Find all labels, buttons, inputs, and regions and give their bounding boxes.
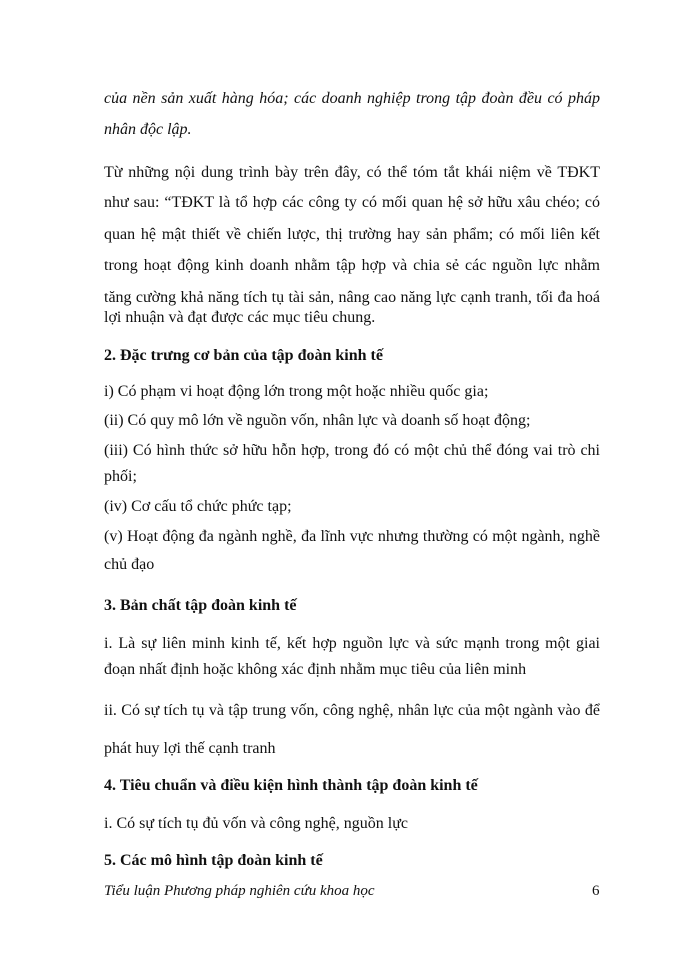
section-3-heading: 3. Bản chất tập đoàn kinh tế: [104, 597, 297, 614]
summary-line-6: lợi nhuận và đạt được các mục tiêu chung.: [104, 309, 376, 326]
page-number: 6: [592, 883, 600, 899]
section-3-line-3: ii. Có sự tích tụ và tập trung vốn, công nghệ, nhân lực của một ngành vào để: [104, 702, 600, 719]
section-3-line-4: phát huy lợi thế cạnh tranh: [104, 740, 276, 757]
section-2-line-5: (iv) Cơ cấu tổ chức phức tạp;: [104, 498, 292, 515]
section-4-heading: 4. Tiêu chuẩn và điều kiện hình thành tập đoàn kinh tế: [104, 777, 478, 794]
section-4-line-1: i. Có sự tích tụ đủ vốn và công nghệ, nguồn lực: [104, 815, 408, 832]
intro-line-2: nhân độc lập.: [104, 121, 192, 138]
section-3-line-2: đoạn nhất định hoặc không xác định nhằm mục tiêu của liên minh: [104, 661, 527, 678]
section-5-heading: 5. Các mô hình tập đoàn kinh tế: [104, 852, 323, 869]
summary-line-3: quan hệ mật thiết về chiến lược, thị trường hay sản phẩm; có mối liên kết: [104, 226, 600, 243]
section-2-line-1: i) Có phạm vi hoạt động lớn trong một hoặc nhiều quốc gia;: [104, 383, 489, 400]
summary-line-1: Từ những nội dung trình bày trên đây, có thể tóm tắt khái niệm về TĐKT: [104, 164, 600, 181]
section-3-line-1: i. Là sự liên minh kinh tế, kết hợp nguồn lực và sức mạnh trong một giai: [104, 635, 600, 652]
intro-line-1: của nền sản xuất hàng hóa; các doanh nghiệp trong tập đoàn đều có pháp: [104, 90, 600, 107]
summary-line-2: như sau: “TĐKT là tổ hợp các công ty có mối quan hệ sở hữu xâu chéo; có: [104, 194, 600, 211]
section-2-line-3: (iii) Có hình thức sở hữu hỗn hợp, trong đó có một chủ thể đóng vai trò chi: [104, 442, 600, 459]
section-2-line-2: (ii) Có quy mô lớn về nguồn vốn, nhân lực và doanh số hoạt động;: [104, 412, 531, 429]
section-2-line-7: chủ đạo: [104, 556, 155, 573]
summary-line-4: trong hoạt động kinh doanh nhằm tập hợp và chia sẻ các nguồn lực nhằm: [104, 257, 600, 274]
section-2-line-6: (v) Hoạt động đa ngành nghề, đa lĩnh vực nhưng thường có một ngành, nghề: [104, 528, 600, 545]
summary-line-5: tăng cường khả năng tích tụ tài sản, nâng cao năng lực cạnh tranh, tối đa hoá: [104, 289, 600, 306]
section-2-heading: 2. Đặc trưng cơ bản của tập đoàn kinh tế: [104, 347, 383, 364]
footer-title: Tiểu luận Phương pháp nghiên cứu khoa học: [104, 883, 375, 899]
section-2-line-4: phối;: [104, 468, 137, 485]
